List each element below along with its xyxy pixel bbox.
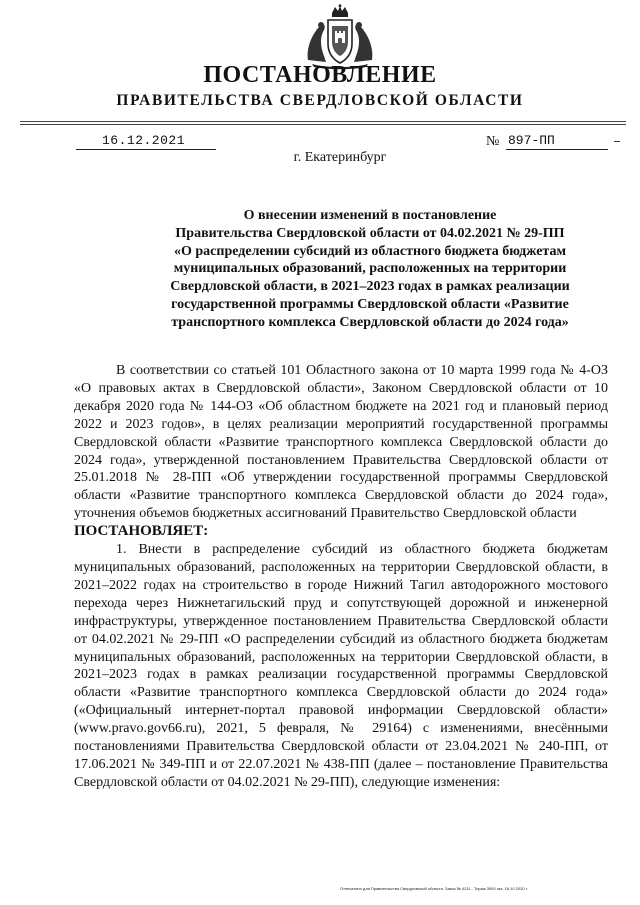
header-rule-bottom: [20, 124, 626, 125]
heading-line: О внесении изменений в постановление: [243, 208, 497, 223]
preamble-paragraph: В соответствии со статьей 101 Областного закона от 10 марта 1999 года № 4-ОЗ «О правовых актах в Свердловской области», Законом Свердловской области от 10 декабря 2020 года № 144-ОЗ «Об областном бюджете на 2021 год и плановый период 2022 и 2023 годов», в целях реализации мероприятий государственной программы Свердловской области «Развитие транспортного комплекса Свердловской области до 2024 года», утвержденной постановлением Правительства Свердловской области от 25.01.2018 № 28-ПП «Об утверждении государственной программы Свердловской области «Развитие транспортного комплекса Свердловской области до 2024 года», уточнения объемов бюджетных ассигнований Правительство Свердловской области: [74, 363, 608, 522]
header-rule-top: [20, 121, 626, 122]
heading-line: муниципальных образований, расположенных на территории: [173, 261, 567, 277]
document-city: г. Екатеринбург: [293, 150, 387, 165]
decree-word: ПОСТАНОВЛЯЕТ:: [74, 523, 209, 540]
document-heading: [60, 207, 640, 332]
heading-line: Свердловской области, в 2021–2023 годах в рамках реализации: [170, 279, 570, 295]
coat-of-arms-icon: [302, 4, 378, 70]
document-number: 897-ПП: [506, 133, 608, 150]
number-sign: №: [486, 134, 500, 149]
document-body: [74, 362, 608, 792]
heading-line: транспортного комплекса Свердловской области до 2024 года»: [171, 314, 569, 330]
heading-line: Правительства Свердловской области от 04.02.2021 № 29-ПП: [175, 225, 565, 241]
heading-line: государственной программы Свердловской области «Развитие: [171, 296, 569, 312]
number-underline-tick: [614, 141, 620, 142]
print-footer: Отпечатано для Правительства Свердловской области. Заказ № 4211 . Тираж 3000 экз. 16.10.2020 г.: [340, 886, 528, 891]
item-1-paragraph: 1. Внести в распределение субсидий из областного бюджета бюджетам муниципальных образований, расположенных на территории Свердловской области, в 2021–2022 годах на строительство в городе Нижний Тагил автодорожного мостового перехода через Нижнетагильский пруд и сопутствующей дорожной и инженерной инфраструктуры, утвержденное постановлением Правительства Свердловской области от 04.02.2021 № 29-ПП «О распределении субсидий из областного бюджета бюджетам муниципальных образований, расположенных на территории Свердловской области, в 2021–2023 годах в рамках реализации государственной программы Свердловской области «Развитие транспортного комплекса Свердловской области до 2024 года» («Официальный интернет-портал правовой информации Свердловской области» (www.pravo.gov66.ru), 2021, 5 февраля, № 29164) с изменениями, внесёнными постановлениями Правительства Свердловской области от 23.04.2021 № 240-ПП, от 17.06.2021 № 349-ПП и от 22.07.2021 № 438-ПП (далее – постановление Правительства Свердловской области от 04.02.2021 № 29-ПП), следующие изменения:: [74, 542, 608, 790]
document-date: 16.12.2021: [76, 133, 216, 150]
document-title: ПОСТАНОВЛЕНИЕ: [203, 62, 437, 88]
heading-line: «О распределении субсидий из областного бюджета бюджетам: [174, 243, 566, 259]
issuer-name: ПРАВИТЕЛЬСТВА СВЕРДЛОВСКОЙ ОБЛАСТИ: [116, 92, 524, 109]
